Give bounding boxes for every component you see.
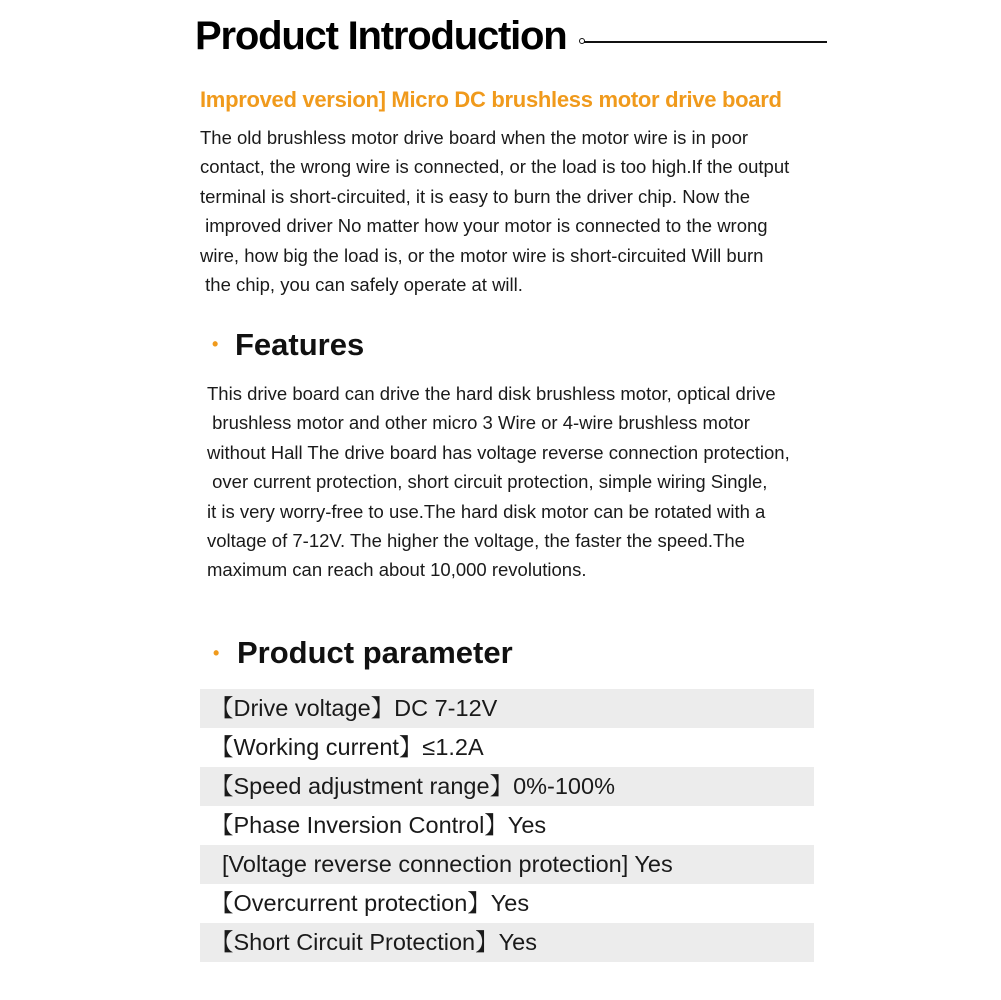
features-heading: Features	[235, 327, 365, 362]
features-line: without Hall The drive board has voltage reverse connection protection,	[207, 441, 790, 463]
title-divider-dot-icon	[579, 38, 585, 44]
features-line: This drive board can drive the hard disk brushless motor, optical drive	[207, 383, 776, 404]
intro-line: the chip, you can safely operate at will.	[200, 274, 523, 296]
title-divider-line	[581, 41, 827, 43]
page-title: Product Introduction	[195, 14, 567, 58]
intro-line: The old brushless motor drive board when the motor wire is in poor	[200, 127, 749, 148]
parameter-row-reverse-protection: [Voltage reverse connection protection] Yes	[200, 845, 814, 884]
intro-line: contact, the wrong wire is connected, or the load is too high.If the output	[200, 156, 790, 178]
features-line: maximum can reach about 10,000 revolutions.	[207, 559, 587, 581]
parameter-row-speed-range: 【Speed adjustment range】0%-100%	[200, 767, 814, 806]
parameter-row-short-circuit: 【Short Circuit Protection】Yes	[200, 923, 814, 962]
parameter-row-drive-voltage: 【Drive voltage】DC 7-12V	[200, 689, 814, 728]
parameters-bullet-icon: •	[213, 643, 220, 663]
intro-line: wire, how big the load is, or the motor wire is short-circuited Will burn	[200, 244, 764, 266]
parameters-heading: Product parameter	[237, 635, 513, 670]
features-line: brushless motor and other micro 3 Wire or 4-wire brushless motor	[207, 412, 750, 434]
parameter-row-working-current: 【Working current】≤1.2A	[210, 734, 484, 760]
features-bullet-icon: •	[212, 334, 219, 354]
intro-line: terminal is short-circuited, it is easy to burn the driver chip. Now the	[200, 185, 751, 207]
features-paragraph	[207, 379, 847, 585]
intro-line: improved driver No matter how your motor is connected to the wrong	[200, 215, 768, 237]
parameter-row-overcurrent: 【Overcurrent protection】Yes	[210, 890, 530, 916]
parameter-table	[200, 689, 814, 962]
product-subtitle: Improved version] Micro DC brushless motor drive board	[200, 87, 782, 112]
features-line: over current protection, short circuit protection, simple wiring Single,	[207, 471, 768, 493]
features-line: voltage of 7-12V. The higher the voltage, the faster the speed.The	[207, 530, 745, 552]
features-line: it is very worry-free to use.The hard disk motor can be rotated with a	[207, 500, 766, 522]
intro-paragraph	[200, 123, 840, 299]
parameter-row-phase-inversion: 【Phase Inversion Control】Yes	[210, 812, 547, 838]
